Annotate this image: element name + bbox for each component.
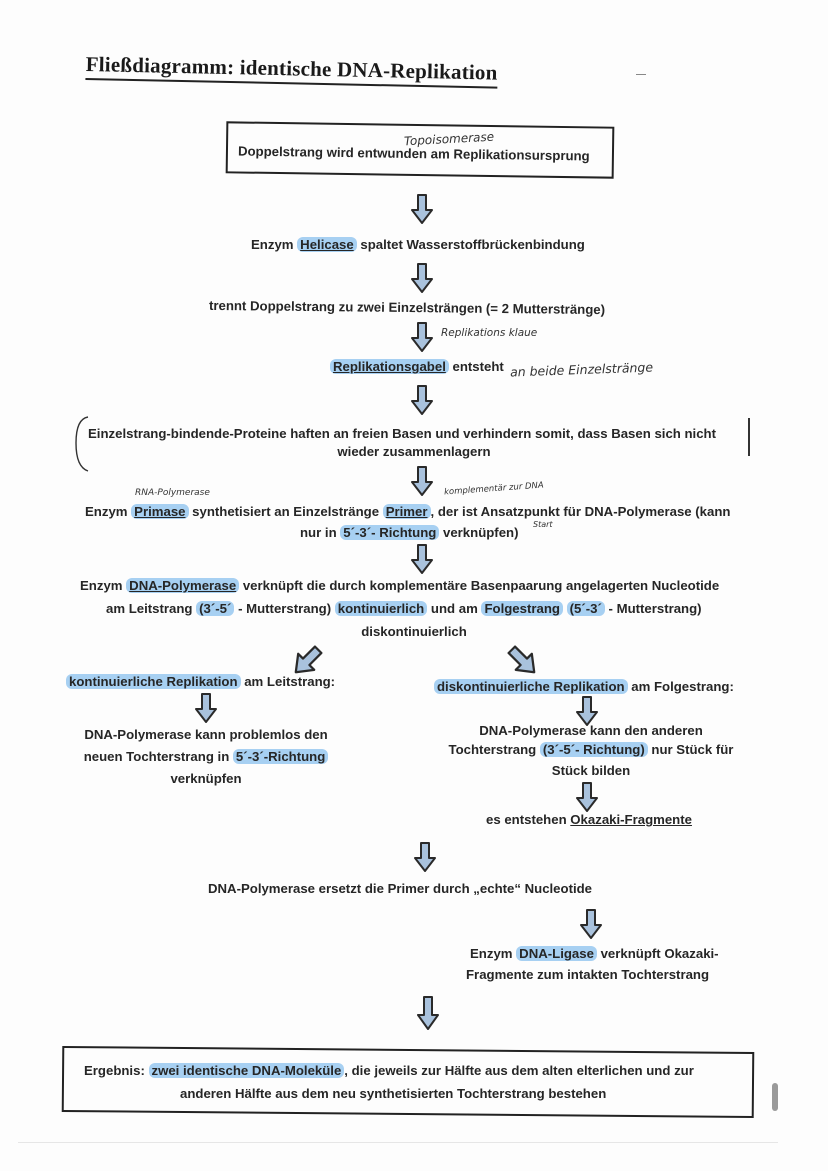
direction-3-5: (3´-5´ [196,601,234,616]
step-primase-line2-pre: nur in [300,525,341,540]
step-polymerase-pre: Enzym [80,578,127,593]
leading-body-line3: verknüpfen [170,771,242,786]
down-left-arrow-icon [290,644,324,678]
down-arrow-icon [411,385,433,415]
step-separation: trennt Doppelstrang zu zwei Einzelsträngen (= 2 Mutterstränge) [208,297,606,318]
primase-term: Primase [131,504,188,519]
down-arrow-icon [576,782,598,812]
lagging-direction: (3´-5´- Richtung) [540,742,648,757]
leading-strand-term: Leitstrang [128,601,193,616]
handwritten-note-rna-polymerase: RNA-Polymerase [135,488,210,498]
down-arrow-icon [580,909,602,939]
lagging-body-line1: DNA-Polymerase kann den anderen [479,723,703,738]
down-arrow-icon [417,996,439,1030]
lagging-body2-post: nur Stück für [647,742,734,757]
lagging-strand-term: Folgestrang [481,601,562,616]
result-label: Ergebnis [84,1063,141,1078]
step-primer-replacement: DNA-Polymerase ersetzt die Primer durch „echte“ Nucleotide [208,881,593,896]
step-ligase-line1 [470,946,719,961]
identical-molecules-term: zwei identische DNA-Moleküle [149,1063,345,1078]
step-polymerase-line2 [106,601,702,616]
leading-body-line2 [56,749,356,764]
leading-heading [66,674,335,689]
step-ssb-line1: Einzelstrang-bindende-Proteine haften an freien Basen und verhindern somit, dass Basen sich nicht [88,426,716,441]
handwritten-note-start: Start [533,520,553,529]
down-arrow-icon [195,693,217,723]
step-fork-post: entsteht [448,359,504,374]
lagging-body2-pre: Tochterstrang [448,742,540,757]
result-post: , die jeweils zur Hälfte aus dem alten elterlichen und zur [344,1063,694,1078]
leading-body-line1: DNA-Polymerase kann problemlos den [84,727,328,742]
step-helicase-post: spaltet Wasserstoffbrückenbindung [356,237,585,252]
handwritten-note-topoisomerase: Topoisomerase [403,129,495,149]
down-arrow-icon [414,842,436,872]
result-line2: anderen Hälfte aus dem neu synthetisierten Tochterstrang bestehen [180,1086,607,1101]
down-arrow-icon [411,544,433,574]
step-primase-line2-post: verknüpfen) [439,525,519,540]
step-ligase-pre: Enzym [470,946,517,961]
step-fork [330,359,504,374]
result-colon: : [140,1063,149,1078]
step-helicase [251,237,585,252]
okazaki-line [486,812,692,827]
down-arrow-icon [411,322,433,352]
step-polymerase-line1 [80,578,719,593]
leading-body2-pre: neuen Tochterstrang in [83,749,233,764]
lagging-body-line2 [436,742,746,757]
step-primase-mid: synthetisiert an Einzelstränge [188,504,383,519]
l2-c: - Mutterstrang) [234,601,335,616]
handwritten-note-strands: an beide Einzelstränge [509,359,654,380]
primer-term: Primer [383,504,431,519]
down-arrow-icon [411,466,433,496]
page-title: Fließdiagramm: identische DNA-Replikation [85,52,497,89]
continuous-replication-term: kontinuierliche Replikation [66,674,241,689]
down-arrow-icon [411,263,433,293]
down-arrow-icon [411,194,433,224]
okazaki-pre: es entstehen [486,812,571,827]
down-arrow-icon [576,696,598,726]
lagging-heading-post: am Folgestrang: [627,679,734,694]
handwritten-note-fork: Replikations klaue [441,327,538,339]
direction-5-3: 5´-3´- Richtung [340,525,439,540]
handwritten-bar [748,418,750,456]
leading-direction: 5´-3´-Richtung [233,749,328,764]
lagging-body-line3: Stück bilden [551,763,631,778]
step-unwinding: Doppelstrang wird entwunden am Replikationsursprung [237,143,590,164]
direction-5-3-mother: (5´-3´ [567,601,605,616]
okazaki-term: Okazaki-Fragmente [570,812,692,827]
result-line1 [84,1063,694,1078]
handwritten-bracket [72,415,92,473]
scroll-handle[interactable] [772,1083,778,1111]
step-helicase-pre: Enzym [251,237,298,252]
result-box [62,1046,755,1118]
continuous-term: kontinuierlich [335,601,427,616]
helicase-term: Helicase [297,237,357,252]
page-edge [18,1142,778,1143]
step-ligase-post: verknüpft Okazaki- [596,946,719,961]
l2-d: und am [427,601,482,616]
dash-mark [636,74,646,75]
dna-polymerase-term: DNA-Polymerase [126,578,239,593]
handwritten-note-complementary: komplementär zur DNA [443,480,545,498]
discontinuous-replication-term: diskontinuierliche Replikation [434,679,628,694]
l2-a: am [106,601,129,616]
step-primase-pre: Enzym [85,504,132,519]
step-primase-line2 [300,525,518,540]
step-ssb-line2: wieder zusammenlagern [337,444,491,459]
step-primase-line1 [85,504,730,519]
leading-heading-post: am Leitstrang: [240,674,336,689]
step-polymerase-post: verknüpft die durch komplementäre Basenpaarung angelagerten Nucleotide [239,578,720,593]
l2-f: - Mutterstrang) [604,601,702,616]
dna-ligase-term: DNA-Ligase [516,946,597,961]
down-right-arrow-icon [506,644,540,678]
step-polymerase-line3: diskontinuierlich [361,624,467,639]
replication-fork-term: Replikationsgabel [330,359,449,374]
step-ligase-line2: Fragmente zum intakten Tochterstrang [466,967,710,982]
lagging-heading [434,679,734,694]
step-primase-post: , der ist Ansatzpunkt für DNA-Polymerase (kann [430,504,731,519]
